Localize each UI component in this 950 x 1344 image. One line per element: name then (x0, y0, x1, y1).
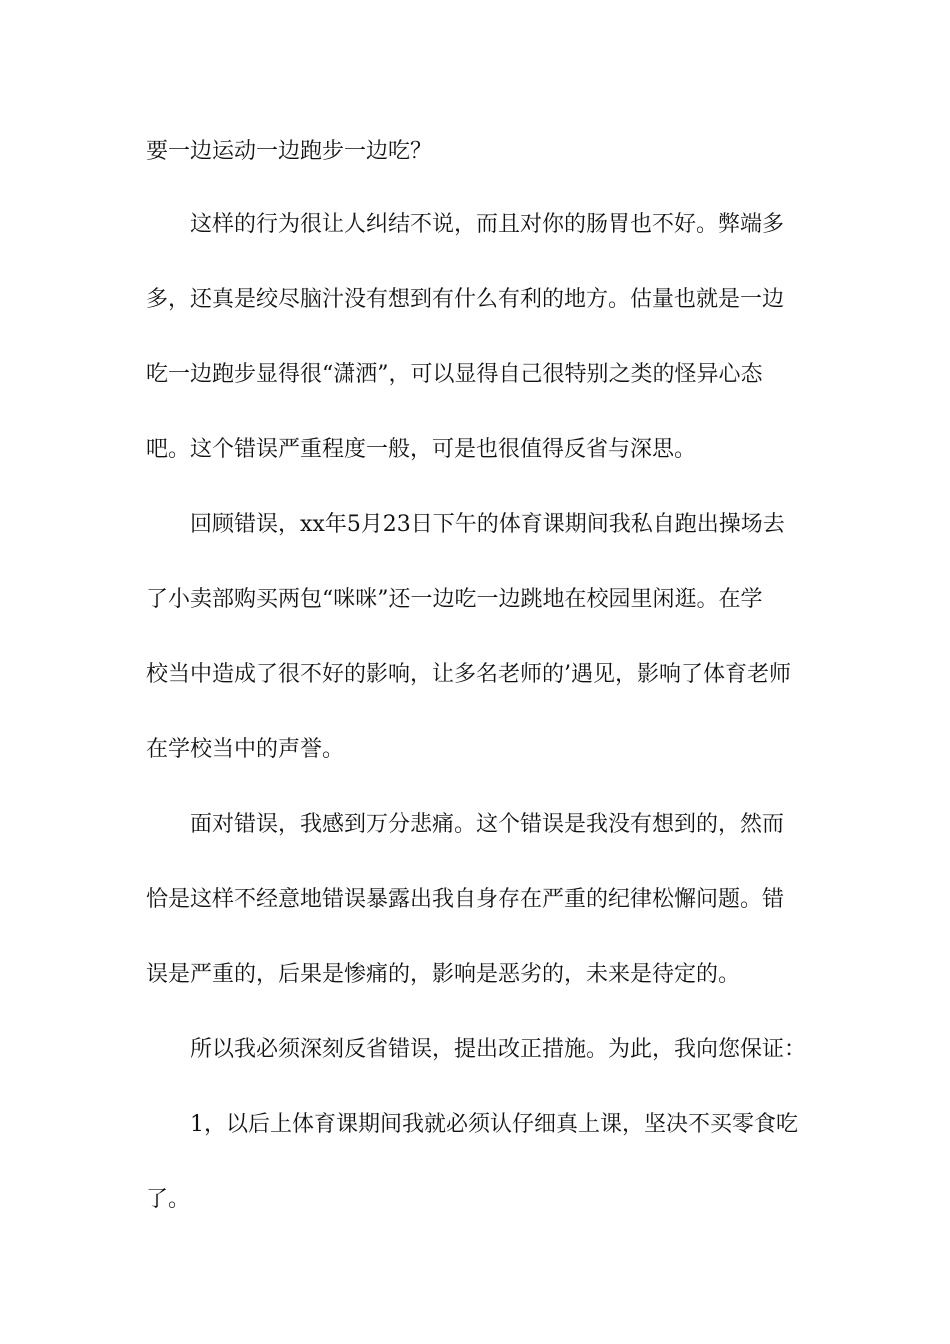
text-line-6: 回顾错误，xx年5月23日下午的体育课期间我私自跑出操场去 (190, 512, 785, 537)
text-line-10: 面对错误，我感到万分悲痛。这个错误是我没有想到的，然而 (190, 812, 785, 837)
text-line-8: 校当中造成了很不好的影响，让多名老师的’遇见，影响了体育老师 (146, 662, 791, 687)
text-line-2: 这样的行为很让人纠结不说，而且对你的肠胃也不好。弊端多 (190, 212, 785, 237)
text-line-1: 要一边运动一边跑步一边吃？ (146, 139, 433, 164)
text-line-11: 恰是这样不经意地错误暴露出我自身存在严重的纪律松懈问题。错 (146, 887, 785, 912)
text-line-3: 多，还真是绞尽脑汁没有想到有什么有利的地方。估量也就是一边 (146, 287, 785, 312)
text-line-5: 吧。这个错误严重程度一般，可是也很值得反省与深思。 (146, 437, 697, 462)
text-line-15: 了。 (146, 1187, 191, 1212)
text-line-7: 了小卖部购买两包“咪咪”还一边吃一边跳地在校园里闲逛。在学 (146, 587, 763, 612)
text-line-14: 1，以后上体育课期间我就必须认仔细真上课，坚决不买零食吃 (190, 1112, 798, 1137)
text-line-9: 在学校当中的声誉。 (146, 737, 345, 762)
text-line-13: 所以我必须深刻反省错误，提出改正措施。为此，我向您保证： (190, 1037, 807, 1062)
text-line-4: 吃一边跑步显得很“潇洒”，可以显得自己很特别之类的怪异心态 (146, 362, 763, 387)
text-line-12: 误是严重的，后果是惨痛的，影响是恶劣的，未来是待定的。 (146, 962, 741, 987)
